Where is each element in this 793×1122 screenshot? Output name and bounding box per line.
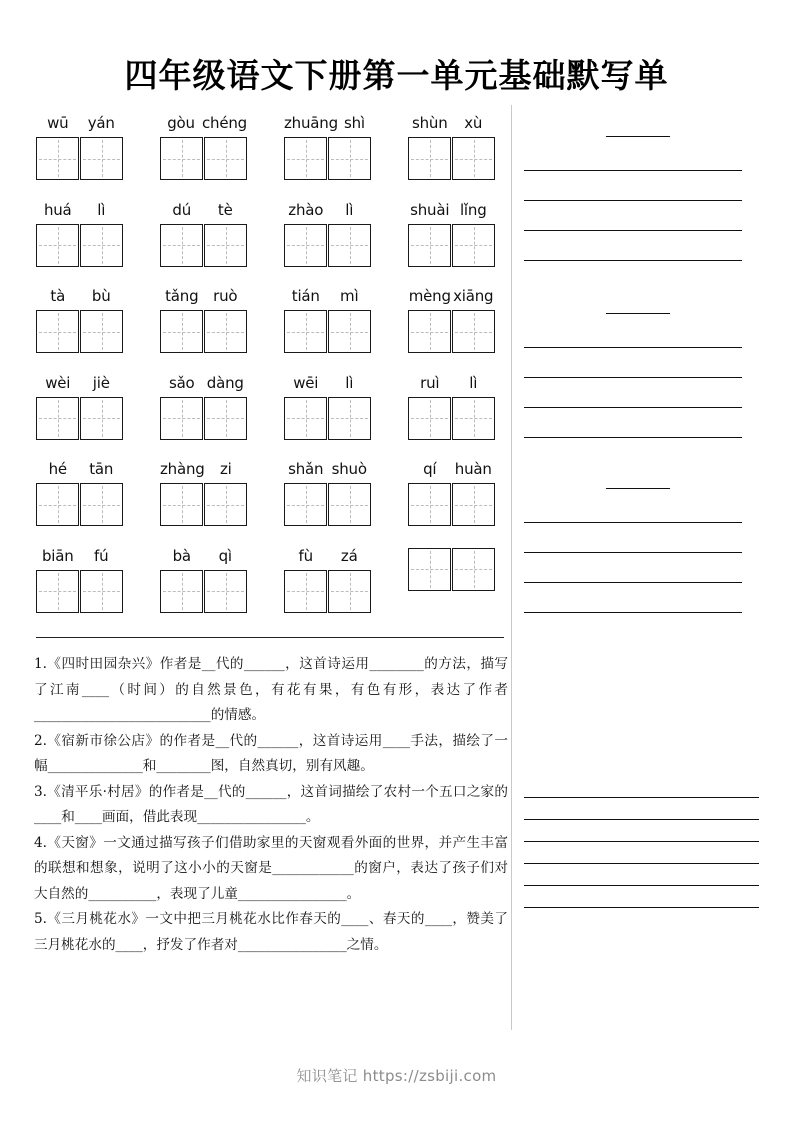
prompt-block [524, 797, 770, 820]
character-writing-box[interactable] [80, 137, 123, 180]
word-group [284, 372, 371, 440]
word-group [160, 458, 247, 526]
pinyin-syllable: huàn [454, 460, 492, 478]
pinyin-pair [284, 285, 371, 307]
vocabulary-prompts [524, 790, 770, 929]
question-item: 5.《三月桃花水》一文中把三月桃花水比作春天的____、春天的____，赞美了三月桃花水的____，抒发了作者对________________之情。 [34, 911, 508, 953]
word-group [36, 372, 123, 440]
poem-author-row [524, 120, 770, 137]
character-writing-box[interactable] [80, 570, 123, 613]
prompt-answer-line[interactable] [524, 819, 759, 820]
character-writing-box[interactable] [452, 483, 495, 526]
poem-answer-line[interactable] [524, 559, 770, 589]
character-writing-box[interactable] [160, 570, 203, 613]
prompt-answer-line[interactable] [524, 907, 759, 908]
pinyin-syllable: tà [50, 287, 66, 305]
poem-dictation-column [524, 112, 770, 619]
poem-answer-line[interactable] [524, 237, 770, 267]
pinyin-syllable: xiāng [453, 287, 494, 305]
character-writing-box[interactable] [328, 310, 371, 353]
pinyin-syllable: bù [91, 287, 111, 305]
pinyin-syllable: lǐng [459, 200, 487, 219]
character-writing-box[interactable] [160, 137, 203, 180]
character-writing-box[interactable] [328, 137, 371, 180]
prompt-answer-line[interactable] [524, 885, 759, 886]
word-group [408, 545, 495, 591]
pinyin-syllable: shì [344, 114, 365, 132]
pinyin-pair [160, 458, 247, 480]
character-writing-box[interactable] [284, 224, 327, 267]
word-group [284, 285, 371, 353]
word-group [408, 458, 495, 526]
character-box-pair [36, 570, 123, 613]
pinyin-syllable: dàng [206, 373, 244, 392]
pinyin-syllable: zhàng [160, 460, 205, 478]
character-writing-box[interactable] [328, 483, 371, 526]
pinyin-syllable: tè [217, 200, 233, 219]
character-writing-box[interactable] [284, 570, 327, 613]
pinyin-syllable: shǎn [288, 460, 324, 478]
pinyin-syllable: fù [298, 546, 313, 565]
pinyin-pair [408, 372, 495, 394]
character-writing-box[interactable] [328, 397, 371, 440]
fill-in-blank-questions [34, 652, 508, 958]
poem-answer-line[interactable] [524, 589, 770, 619]
character-box-pair [160, 310, 247, 353]
pinyin-pair [36, 372, 123, 394]
character-writing-box[interactable] [408, 224, 451, 267]
pinyin-pair [284, 112, 371, 134]
character-writing-box[interactable] [204, 397, 247, 440]
pinyin-syllable: lì [469, 373, 478, 392]
character-writing-box[interactable] [408, 397, 451, 440]
pinyin-pair [36, 112, 123, 134]
pinyin-grid-row [36, 199, 504, 286]
character-box-pair [36, 483, 123, 526]
character-box-pair [160, 224, 247, 267]
poem-author-row [524, 472, 770, 489]
poem-answer-lines [524, 324, 770, 444]
character-box-pair [284, 570, 371, 613]
character-box-pair [284, 397, 371, 440]
pinyin-syllable: zhào [288, 200, 324, 219]
column-divider [511, 105, 512, 1030]
character-writing-box[interactable] [408, 548, 451, 591]
poem-answer-lines [524, 499, 770, 619]
pinyin-grid-row [36, 372, 504, 459]
word-group [160, 545, 247, 613]
character-writing-box[interactable] [160, 310, 203, 353]
page-title: 四年级语文下册第一单元基础默写单 [124, 56, 669, 95]
character-writing-box[interactable] [204, 137, 247, 180]
character-writing-box[interactable] [452, 137, 495, 180]
writing-rule [524, 230, 742, 231]
character-box-pair [160, 483, 247, 526]
word-group [160, 285, 247, 353]
character-writing-box[interactable] [452, 548, 495, 591]
writing-rule [524, 582, 742, 583]
word-group [284, 545, 371, 613]
character-writing-box[interactable] [408, 137, 451, 180]
writing-rule [524, 612, 742, 613]
writing-rule [524, 170, 742, 171]
writing-rule [524, 377, 742, 378]
pinyin-pair [284, 199, 371, 221]
character-box-pair [284, 483, 371, 526]
pinyin-pair [408, 199, 495, 221]
pinyin-syllable: biān [41, 546, 74, 565]
poem-answer-line[interactable] [524, 414, 770, 444]
pinyin-pair [408, 112, 495, 134]
pinyin-writing-grid [36, 112, 504, 631]
character-writing-box[interactable] [284, 137, 327, 180]
character-box-pair [36, 310, 123, 353]
pinyin-syllable: sǎo [168, 373, 195, 392]
prompt-answer-line[interactable] [524, 863, 759, 864]
poem-answer-line[interactable] [524, 354, 770, 384]
pinyin-syllable: huá [43, 200, 72, 219]
pinyin-syllable: tān [89, 460, 114, 478]
word-group [160, 112, 247, 180]
character-writing-box[interactable] [204, 224, 247, 267]
character-writing-box[interactable] [160, 483, 203, 526]
pinyin-pair [160, 545, 247, 567]
character-writing-box[interactable] [36, 570, 79, 613]
character-writing-box[interactable] [204, 310, 247, 353]
poem-author-row [524, 297, 770, 314]
character-writing-box[interactable] [160, 224, 203, 267]
pinyin-syllable: wū [47, 114, 69, 132]
pinyin-syllable: yán [87, 114, 115, 132]
character-writing-box[interactable] [80, 397, 123, 440]
character-writing-box[interactable] [80, 310, 123, 353]
pinyin-pair [284, 372, 371, 394]
pinyin-syllable: wèi [45, 373, 71, 392]
word-group [36, 199, 123, 267]
character-writing-box[interactable] [36, 137, 79, 180]
word-group [36, 545, 123, 613]
pinyin-syllable: hé [48, 460, 67, 478]
author-name-blank[interactable] [606, 297, 670, 314]
word-group [160, 372, 247, 440]
author-name-blank[interactable] [606, 472, 670, 489]
pinyin-pair [160, 285, 247, 307]
character-box-pair [36, 397, 123, 440]
pinyin-syllable: fú [94, 546, 109, 565]
character-box-pair [408, 310, 495, 353]
pinyin-pair [36, 545, 123, 567]
character-box-pair [36, 137, 123, 180]
character-writing-box[interactable] [160, 397, 203, 440]
pinyin-pair [408, 458, 495, 480]
writing-rule [524, 552, 742, 553]
pinyin-syllable: xù [464, 114, 483, 132]
watermark: 知识笔记 https://zsbiji.com [296, 1067, 497, 1085]
poem-answer-line[interactable] [524, 499, 770, 529]
word-group [408, 112, 495, 180]
pinyin-syllable: shuò [331, 460, 367, 478]
character-writing-box[interactable] [36, 483, 79, 526]
character-writing-box[interactable] [36, 224, 79, 267]
pinyin-syllable: zhuāng [284, 114, 338, 132]
word-group [408, 285, 495, 353]
pinyin-pair [284, 545, 371, 567]
pinyin-grid-row [36, 112, 504, 199]
prompt-block [524, 885, 770, 908]
character-box-pair [408, 483, 495, 526]
pinyin-grid-row [36, 545, 504, 632]
pinyin-grid-row [36, 285, 504, 372]
section-spacer [524, 444, 770, 464]
character-box-pair [36, 224, 123, 267]
pinyin-syllable: gòu [167, 114, 195, 132]
character-writing-box[interactable] [36, 397, 79, 440]
character-writing-box[interactable] [204, 570, 247, 613]
pinyin-syllable: zá [340, 546, 358, 565]
pinyin-syllable: zi [219, 460, 232, 478]
character-writing-box[interactable] [328, 224, 371, 267]
character-writing-box[interactable] [36, 310, 79, 353]
pinyin-pair [160, 112, 247, 134]
writing-rule [524, 407, 742, 408]
character-writing-box[interactable] [452, 224, 495, 267]
pinyin-syllable: shùn [411, 114, 448, 132]
word-group [408, 372, 495, 440]
pinyin-syllable: jiè [92, 373, 110, 392]
writing-rule [524, 200, 742, 201]
poem-answer-line[interactable] [524, 177, 770, 207]
pinyin-syllable: mì [340, 287, 359, 305]
poem-answer-line[interactable] [524, 529, 770, 559]
pinyin-pair [36, 458, 123, 480]
character-writing-box[interactable] [328, 570, 371, 613]
character-box-pair [160, 570, 247, 613]
character-box-pair [284, 310, 371, 353]
question-item: 4.《天窗》一文通过描写孩子们借助家里的天窗观看外面的世界，并产生丰富的联想和想象，说明了这小小的天窗是____________的窗户，表达了孩子们对大自然的__________，表现了儿童________________。 [34, 834, 508, 902]
prompt-answer-line[interactable] [524, 841, 759, 842]
character-box-pair [284, 224, 371, 267]
character-writing-box[interactable] [408, 310, 451, 353]
prompt-block [524, 841, 770, 864]
character-box-pair [408, 397, 495, 440]
pinyin-syllable: mèng [408, 287, 451, 305]
pinyin-syllable: dú [172, 200, 192, 219]
word-group [36, 112, 123, 180]
pinyin-syllable: ruì [420, 373, 440, 392]
character-box-pair [284, 137, 371, 180]
poem-answer-line[interactable] [524, 324, 770, 354]
section-divider [36, 637, 504, 638]
character-box-pair [408, 137, 495, 180]
pinyin-syllable: lì [97, 200, 106, 219]
pinyin-syllable: shuài [410, 200, 450, 219]
pinyin-syllable: tǎng [165, 287, 199, 305]
character-writing-box[interactable] [80, 224, 123, 267]
character-writing-box[interactable] [204, 483, 247, 526]
poem-answer-line[interactable] [524, 384, 770, 414]
word-group [284, 458, 371, 526]
pinyin-grid-row [36, 458, 504, 545]
character-box-pair [160, 137, 247, 180]
pinyin-syllable: ruò [213, 287, 238, 305]
pinyin-syllable: qì [218, 546, 232, 565]
pinyin-syllable: lì [345, 373, 354, 392]
pinyin-pair [160, 199, 247, 221]
question-item: 1.《四时田园杂兴》作者是__代的______，这首诗运用________的方法，描写了江南____（时间）的自然景色，有花有果，有色有形，表达了作者__________________________的情感。 [34, 656, 508, 723]
pinyin-syllable: qí [423, 460, 437, 478]
prompt-answer-line[interactable] [524, 797, 759, 798]
writing-rule [524, 522, 742, 523]
writing-rule [524, 437, 742, 438]
word-group [408, 199, 495, 267]
pinyin-syllable: chéng [201, 114, 247, 132]
question-item: 3.《清平乐·村居》的作者是__代的______，这首词描绘了农村一个五口之家的____和____画面，借此表现________________。 [34, 783, 508, 825]
pinyin-syllable: bà [172, 546, 191, 565]
character-writing-box[interactable] [284, 310, 327, 353]
poem-answer-line[interactable] [524, 147, 770, 177]
pinyin-pair [284, 458, 371, 480]
character-writing-box[interactable] [80, 483, 123, 526]
pinyin-pair [36, 199, 123, 221]
pinyin-syllable: wēi [293, 373, 319, 392]
word-group [160, 199, 247, 267]
word-group [36, 458, 123, 526]
poem-answer-lines [524, 147, 770, 267]
pinyin-syllable: tián [291, 287, 320, 305]
word-group [36, 285, 123, 353]
section-spacer [524, 267, 770, 289]
pinyin-pair [36, 285, 123, 307]
character-box-pair [408, 548, 495, 591]
word-group [284, 199, 371, 267]
pinyin-pair [408, 285, 495, 307]
word-group [284, 112, 371, 180]
author-name-blank[interactable] [606, 120, 670, 137]
character-box-pair [160, 397, 247, 440]
character-writing-box[interactable] [284, 397, 327, 440]
pinyin-syllable: lì [345, 200, 354, 219]
character-writing-box[interactable] [284, 483, 327, 526]
poem-answer-line[interactable] [524, 207, 770, 237]
pinyin-pair [160, 372, 247, 394]
character-writing-box[interactable] [452, 310, 495, 353]
character-writing-box[interactable] [452, 397, 495, 440]
character-writing-box[interactable] [408, 483, 451, 526]
writing-rule [524, 260, 742, 261]
question-item: 2.《宿新市徐公店》的作者是__代的______，这首诗运用____手法，描绘了一幅______________和________图，自然真切，别有风趣。 [34, 732, 508, 774]
writing-rule [524, 347, 742, 348]
character-box-pair [408, 224, 495, 267]
